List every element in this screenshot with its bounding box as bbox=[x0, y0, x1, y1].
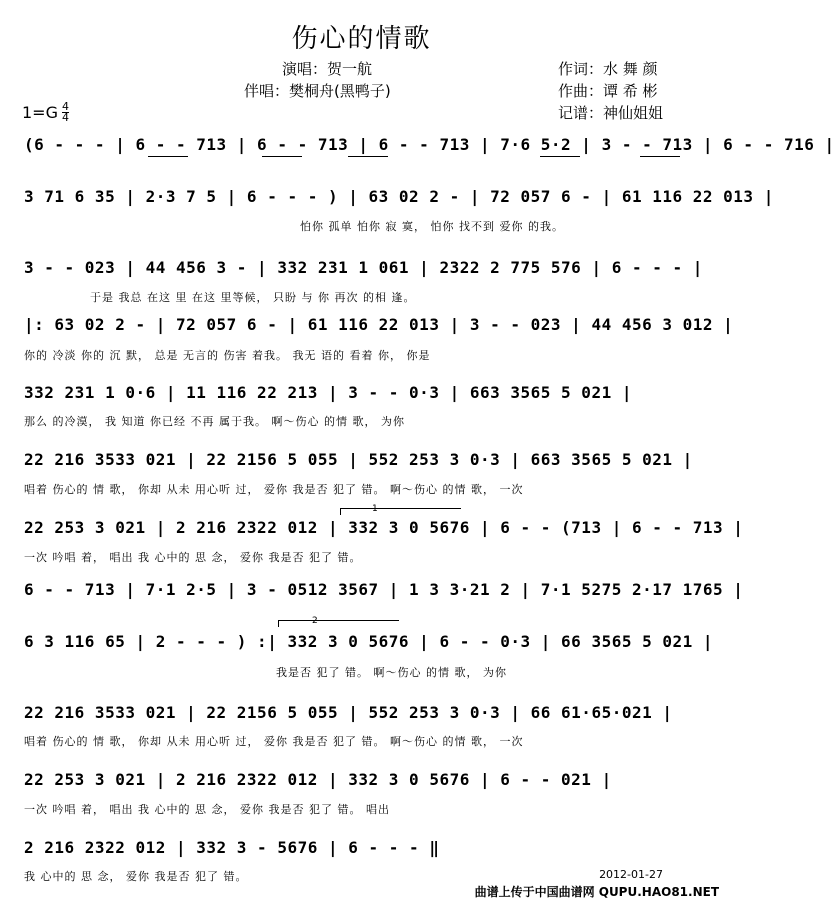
score-row-1: (6 - - - | 6 - - 713 | 6 - - 713 | 6 - - 713 | 7·6 5·2 | 3 - - 713 | 6 - - 716 | bbox=[24, 135, 835, 154]
beam-line bbox=[262, 156, 302, 157]
accompany-credit: 伴唱：樊桐舟(黑鸭子) bbox=[244, 82, 391, 100]
source-site: 曲谱上传于中国曲谱网 QUPU.HAO81.NET bbox=[474, 885, 719, 899]
volta-first-bracket bbox=[340, 508, 461, 515]
beam-line bbox=[148, 156, 188, 157]
lyric-row-6: 唱着 伤心的 情 歌， 你却 从未 用心听 过， 爱你 我是否 犯了 错。 啊～伤心 的情 歌， 一次 bbox=[24, 483, 524, 496]
score-row-11: 22 253 3 021 | 2 216 2322 012 | 332 3 0 5676 | 6 - - 021 | bbox=[24, 770, 612, 789]
time-signature bbox=[62, 102, 69, 123]
volta-second-number: 2 bbox=[312, 616, 318, 626]
key-signature bbox=[22, 102, 69, 123]
lyric-row-7: 一次 吟唱 着， 唱出 我 心中的 思 念， 爱你 我是否 犯了 错。 bbox=[24, 551, 362, 564]
score-row-10: 22 216 3533 021 | 22 2156 5 055 | 552 253 3 0·3 | 66 61·65·021 | bbox=[24, 703, 673, 722]
lyric-row-9: 我是否 犯了 错。 啊～伤心 的情 歌， 为你 bbox=[276, 666, 507, 679]
lyric-row-2: 怕你 孤单 怕你 寂 寞， 怕你 找不到 爱你 的我。 bbox=[300, 220, 564, 233]
volta-second-bracket bbox=[278, 620, 399, 627]
score-row-5: 332 231 1 0·6 | 11 116 22 213 | 3 - - 0·3 | 663 3565 5 021 | bbox=[24, 383, 632, 402]
score-row-2: 3 71 6 35 | 2·3 7 5 | 6 - - - ) | 63 02 2 - | 72 057 6 - | 61 116 22 013 | bbox=[24, 187, 774, 206]
time-bottom: 4 bbox=[61, 111, 69, 124]
composer-credit: 作曲：谭 希 彬 bbox=[558, 82, 658, 100]
score-row-6: 22 216 3533 021 | 22 2156 5 055 | 552 253 3 0·3 | 663 3565 5 021 | bbox=[24, 450, 693, 469]
lyric-row-12: 我 心中的 思 念， 爱你 我是否 犯了 错。 bbox=[24, 870, 248, 883]
time-top: 4 bbox=[61, 100, 69, 113]
lyric-row-5: 那么 的冷漠， 我 知道 你已经 不再 属于我。 啊～伤心 的情 歌， 为你 bbox=[24, 415, 405, 428]
lyric-row-10: 唱着 伤心的 情 歌， 你却 从未 用心听 过， 爱你 我是否 犯了 错。 啊～伤心 的情 歌， 一次 bbox=[24, 735, 524, 748]
lyricist-credit: 作词：水 舞 颜 bbox=[558, 60, 658, 78]
lyric-row-3: 于是 我总 在这 里 在这 里等候， 只盼 与 你 再次 的相 逢。 bbox=[90, 291, 416, 304]
beam-line bbox=[540, 156, 580, 157]
transcriber-credit: 记谱：神仙姐姐 bbox=[558, 104, 664, 122]
singer-credit: 演唱：贺一航 bbox=[282, 60, 373, 78]
lyric-row-11: 一次 吟唱 着， 唱出 我 心中的 思 念， 爱你 我是否 犯了 错。 唱出 bbox=[24, 803, 390, 816]
score-row-12: 2 216 2322 012 | 332 3 - 5676 | 6 - - - ‖ bbox=[24, 838, 440, 857]
score-row-8: 6 - - 713 | 7·1 2·5 | 3 - 0512 3567 | 1 3 3·21 2 | 7·1 5275 2·17 1765 | bbox=[24, 580, 744, 599]
song-title: 伤心的情歌 bbox=[291, 24, 432, 54]
score-row-9: 6 3 116 65 | 2 - - - ) :| 332 3 0 5676 | 6 - - 0·3 | 66 3565 5 021 | bbox=[24, 632, 714, 651]
key-label: 1=G bbox=[22, 103, 58, 122]
lyric-row-4: 你的 冷淡 你的 沉 默， 总是 无言的 伤害 着我。 我无 语的 看着 你， 你是 bbox=[24, 349, 431, 362]
beam-line bbox=[348, 156, 388, 157]
score-row-7: 22 253 3 021 | 2 216 2322 012 | 332 3 0 5676 | 6 - - (713 | 6 - - 713 | bbox=[24, 518, 744, 537]
score-row-4: |: 63 02 2 - | 72 057 6 - | 61 116 22 013 | 3 - - 023 | 44 456 3 012 | bbox=[24, 315, 734, 334]
beam-line bbox=[640, 156, 680, 157]
upload-date: 2012-01-27 bbox=[599, 868, 663, 881]
score-row-3: 3 - - 023 | 44 456 3 - | 332 231 1 061 | 2322 2 775 576 | 6 - - - | bbox=[24, 258, 703, 277]
volta-first-number: 1 bbox=[372, 504, 378, 514]
